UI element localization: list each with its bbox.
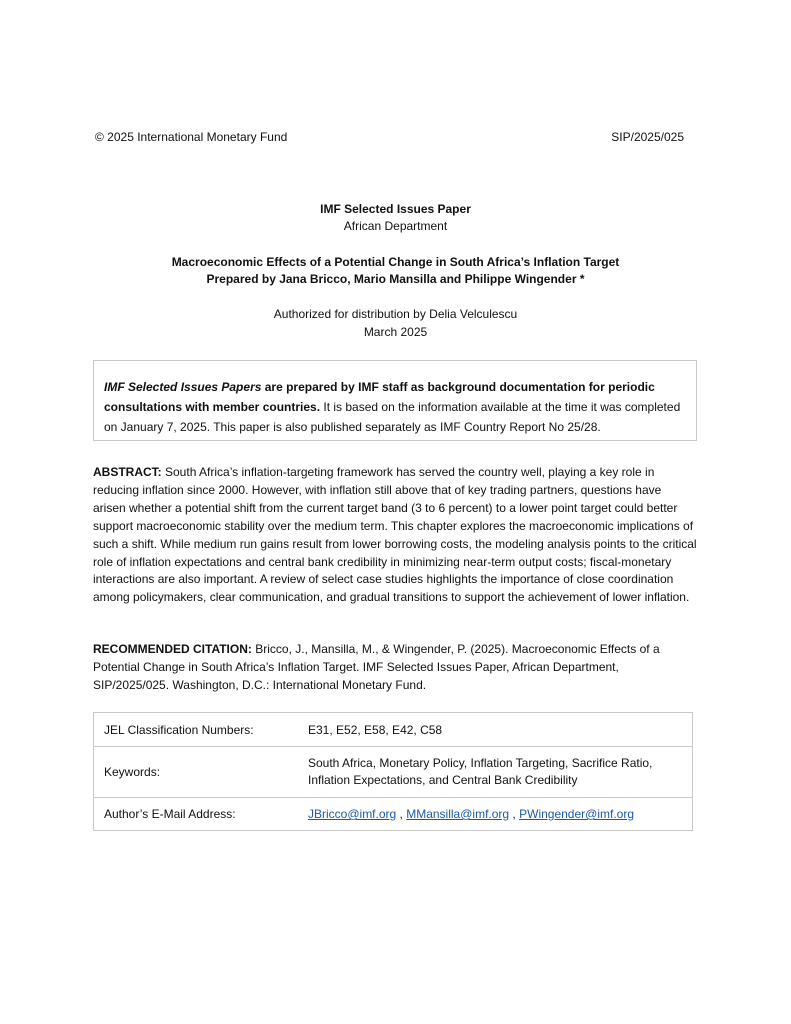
notice-box: [93, 360, 697, 441]
paper-code: SIP/2025/025: [611, 130, 684, 144]
jel-value: E31, E52, E58, E42, C58: [298, 713, 693, 747]
email-separator: ,: [509, 807, 520, 821]
email-value: [298, 798, 693, 831]
paper-title: Macroeconomic Effects of a Potential Change in South Africa’s Inflation Target: [171, 255, 620, 269]
authorized-by: Authorized for distribution by Delia Velculescu: [273, 307, 518, 321]
table-row: [94, 747, 693, 798]
email-link-bricco[interactable]: JBricco@imf.org: [308, 807, 397, 821]
department: African Department: [343, 219, 448, 233]
notice-bold-text: are prepared by IMF staff as background documentation for periodic consultations with member countries.: [104, 380, 655, 414]
email-link-wingender[interactable]: PWingender@imf.org: [519, 807, 634, 821]
email-separator: ,: [396, 807, 407, 821]
email-link-mansilla[interactable]: MMansilla@imf.org: [406, 807, 510, 821]
jel-label: JEL Classification Numbers:: [94, 713, 299, 747]
keywords-line-1: South Africa, Monetary Policy, Inflation Targeting, Sacrifice Ratio,: [308, 756, 653, 770]
citation: [93, 641, 697, 695]
copyright-notice: © 2025 International Monetary Fund: [95, 130, 288, 144]
keywords-label: Keywords:: [94, 747, 299, 798]
table-row: [94, 713, 693, 747]
abstract-label: ABSTRACT:: [93, 465, 162, 479]
abstract-text: South Africa’s inflation-targeting framework has served the country well, playing a key role in reducing inflation since 2000. However, with inflation still above that of key trading partners, questions have arisen whether a potential shift from the current target band (3 to 6 percent) to a lower point target could better support macroeconomic stability over the medium term. This chapter explores the macroeconomic implications of such a shift. While medium run gains result from lower borrowing costs, the modeling analysis points to the critical role of inflation expectations and central bank credibility in minimizing near-term output costs; fiscal-monetary interactions are also important. A review of select case studies highlights the importance of close coordination among policymakers, clear communication, and gradual transitions to support the achievement of lower inflation.: [93, 465, 697, 605]
email-label: Author’s E-Mail Address:: [94, 798, 299, 831]
paper-authors: Prepared by Jana Bricco, Mario Mansilla and Philippe Wingender *: [206, 272, 585, 286]
notice-rest: It is based on the information available at the time it was completed on January 7, 2025. This paper is also published separately as IMF Country Report No 25/28.: [104, 400, 681, 434]
series-title: IMF Selected Issues Paper: [320, 202, 471, 216]
paper-date: March 2025: [363, 325, 428, 339]
info-table: [93, 712, 693, 831]
keywords-value: [298, 747, 693, 798]
citation-label: RECOMMENDED CITATION:: [93, 642, 252, 656]
abstract: [93, 464, 697, 607]
table-row: [94, 798, 693, 831]
notice-italic-lead: IMF Selected Issues Papers: [104, 380, 262, 394]
keywords-line-2: Inflation Expectations, and Central Bank Credibility: [308, 773, 578, 787]
citation-text: Bricco, J., Mansilla, M., & Wingender, P. (2025). Macroeconomic Effects of a Potential Change in South Africa’s Inflation Target. IMF Selected Issues Paper, African Department, SIP/2025/025. Washington, D.C.: International Monetary Fund.: [93, 642, 660, 692]
